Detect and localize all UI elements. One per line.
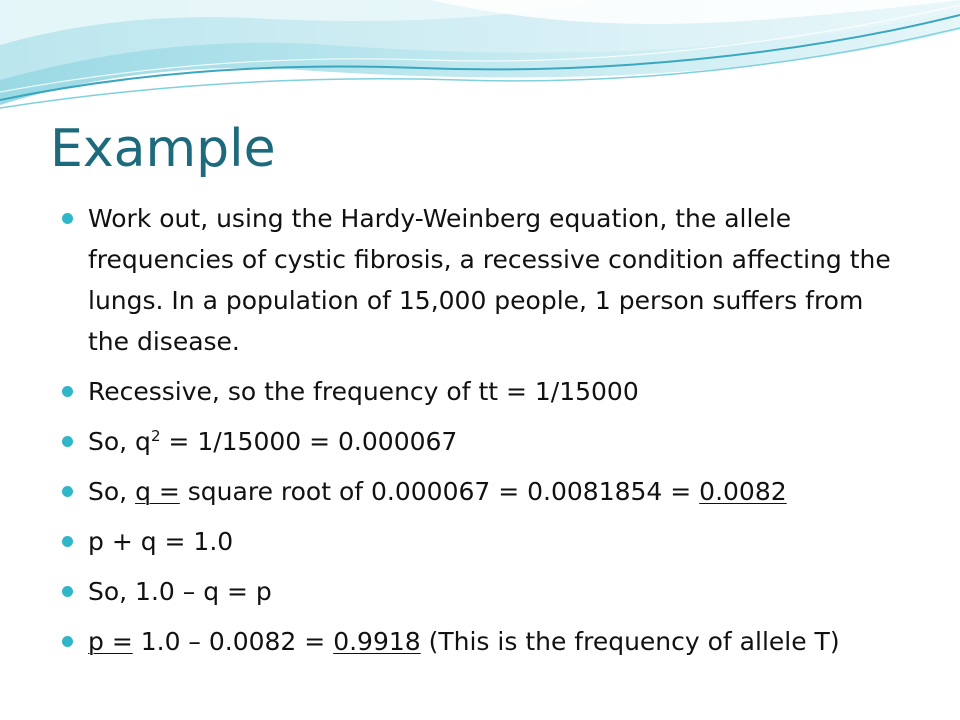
bullet-dot-icon [62,586,73,597]
bullet-text-prefix: So, q [88,427,151,456]
slide-title: Example [50,119,276,179]
underlined-term: p = [88,627,133,656]
bullet-item [62,571,902,612]
bullet-text-prefix: So, [88,477,136,506]
bullet-item [62,371,902,412]
bullet-dot-icon [62,386,73,397]
exponent: 2 [150,427,161,445]
bullet-item [62,521,902,562]
bullet-dot-icon [62,636,73,647]
underlined-term: q = [135,477,180,506]
bullet-item [62,621,902,662]
bullet-item [62,421,902,462]
bullet-item [62,471,902,512]
bullet-text-suffix: (This is the frequency of allele T) [420,627,840,656]
bullet-text-middle: 1.0 – 0.0082 = [132,627,334,656]
bullet-text: Work out, using the Hardy-Weinberg equation, the allele frequencies of cystic fibrosis, a recessive condition affecting the lungs. In a population of 15,000 people, 1 person suffers from the disease. [88,204,891,356]
bullet-text: p + q = 1.0 [88,527,234,556]
underlined-answer: 0.0082 [699,477,787,506]
bullet-list [62,198,902,671]
bullet-item [62,198,902,362]
underlined-answer: 0.9918 [333,627,421,656]
bullet-dot-icon [62,536,73,547]
bullet-text: So, 1.0 – q = p [88,577,272,606]
bullet-dot-icon [62,486,73,497]
bullet-text-middle: square root of 0.000067 = 0.0081854 = [179,477,700,506]
bullet-text: Recessive, so the frequency of tt = 1/15000 [88,377,639,406]
bullet-text-suffix: = 1/15000 = 0.000067 [160,427,458,456]
bullet-dot-icon [62,436,73,447]
header-wave-decoration [0,0,960,120]
bullet-dot-icon [62,213,73,224]
